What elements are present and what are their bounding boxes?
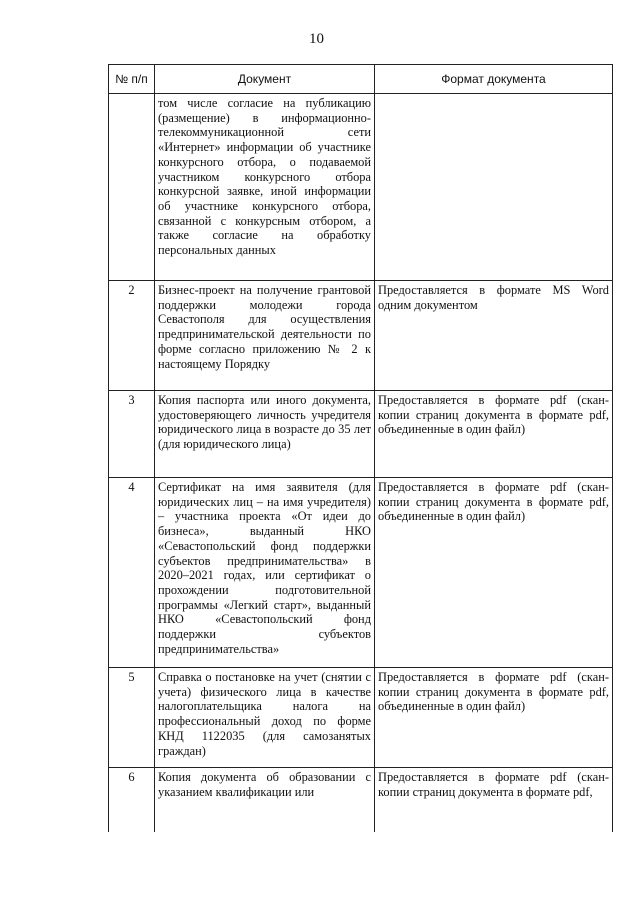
row-document	[155, 281, 375, 391]
page-number: 10	[309, 31, 324, 47]
row-format	[375, 768, 613, 833]
row-format	[375, 668, 613, 768]
header-format: Формат документа	[375, 65, 613, 94]
row-document	[155, 94, 375, 281]
row-document	[155, 668, 375, 768]
row-number: 5	[109, 668, 155, 768]
row-document	[155, 391, 375, 478]
row-number: 4	[109, 478, 155, 668]
row-document	[155, 768, 375, 833]
row-format-text: Предоставляется в формате pdf (скан-копии страниц документа в формате pdf, объединенные в один файл)	[378, 480, 609, 524]
row-number: 6	[109, 768, 155, 833]
row-number	[109, 94, 155, 281]
table-row	[109, 768, 613, 833]
row-format	[375, 391, 613, 478]
table-row	[109, 391, 613, 478]
header-num: № п/п	[109, 65, 155, 94]
row-document-text: том числе согласие на публикацию (размещение) в информационно-телекоммуникационной сети «Интернет» информации об участнике конкурсного отбора, о подаваемой участником конкурсного отбора конкурсной заявке, иной информации об участнике конкурсного отбора, связанной с конкурсным отбором, а также согласие на обработку персональных данных	[158, 96, 371, 258]
row-document-text: Бизнес-проект на получение грантовой поддержки молодежи города Севастополя для осуществления предпринимательской деятельности по форме согласно приложению № 2 к настоящему Порядку	[158, 283, 371, 371]
row-format-text: Предоставляется в формате pdf (скан-копии страниц документа в формате pdf, объединенные в один файл)	[378, 393, 609, 437]
row-format	[375, 478, 613, 668]
row-document-text: Сертификат на имя заявителя (для юридических лиц – на имя учредителя) – участника проекта «От идеи до бизнеса», выданный НКО «Севастопольский фонд поддержки субъектов предпринимательства» в 2020–2021 годах, или сертификат о прохождении подготовительной программы «Легкий старт», выданный НКО «Севастопольский фонд поддержки субъектов предпринимательства»	[158, 480, 371, 656]
documents-table	[108, 64, 613, 833]
table-row	[109, 668, 613, 768]
row-document-text: Копия паспорта или иного документа, удостоверяющего личность учредителя юридического лица в возрасте до 35 лет (для юридического лица)	[158, 393, 371, 452]
row-format	[375, 94, 613, 281]
table-row	[109, 281, 613, 391]
row-format	[375, 281, 613, 391]
row-number: 3	[109, 391, 155, 478]
row-document	[155, 478, 375, 668]
page-bottom-margin	[108, 832, 614, 912]
table-header-row	[109, 65, 613, 94]
row-document-text: Копия документа об образовании с указанием квалификации или	[158, 770, 371, 799]
header-document: Документ	[155, 65, 375, 94]
row-format-text: Предоставляется в формате pdf (скан-копии страниц документа в формате pdf, объединенные в один файл)	[378, 670, 609, 714]
row-format-text: Предоставляется в формате pdf (скан-копии страниц документа в формате pdf,	[378, 770, 609, 799]
row-document-text: Справка о постановке на учет (снятии с учета) физического лица в качестве налогоплательщика налога на профессиональный доход по форме КНД 1122035 (для самозанятых граждан)	[158, 670, 371, 758]
row-format-text: Предоставляется в формате MS Word одним документом	[378, 283, 609, 312]
table-row	[109, 94, 613, 281]
table-row	[109, 478, 613, 668]
row-number: 2	[109, 281, 155, 391]
